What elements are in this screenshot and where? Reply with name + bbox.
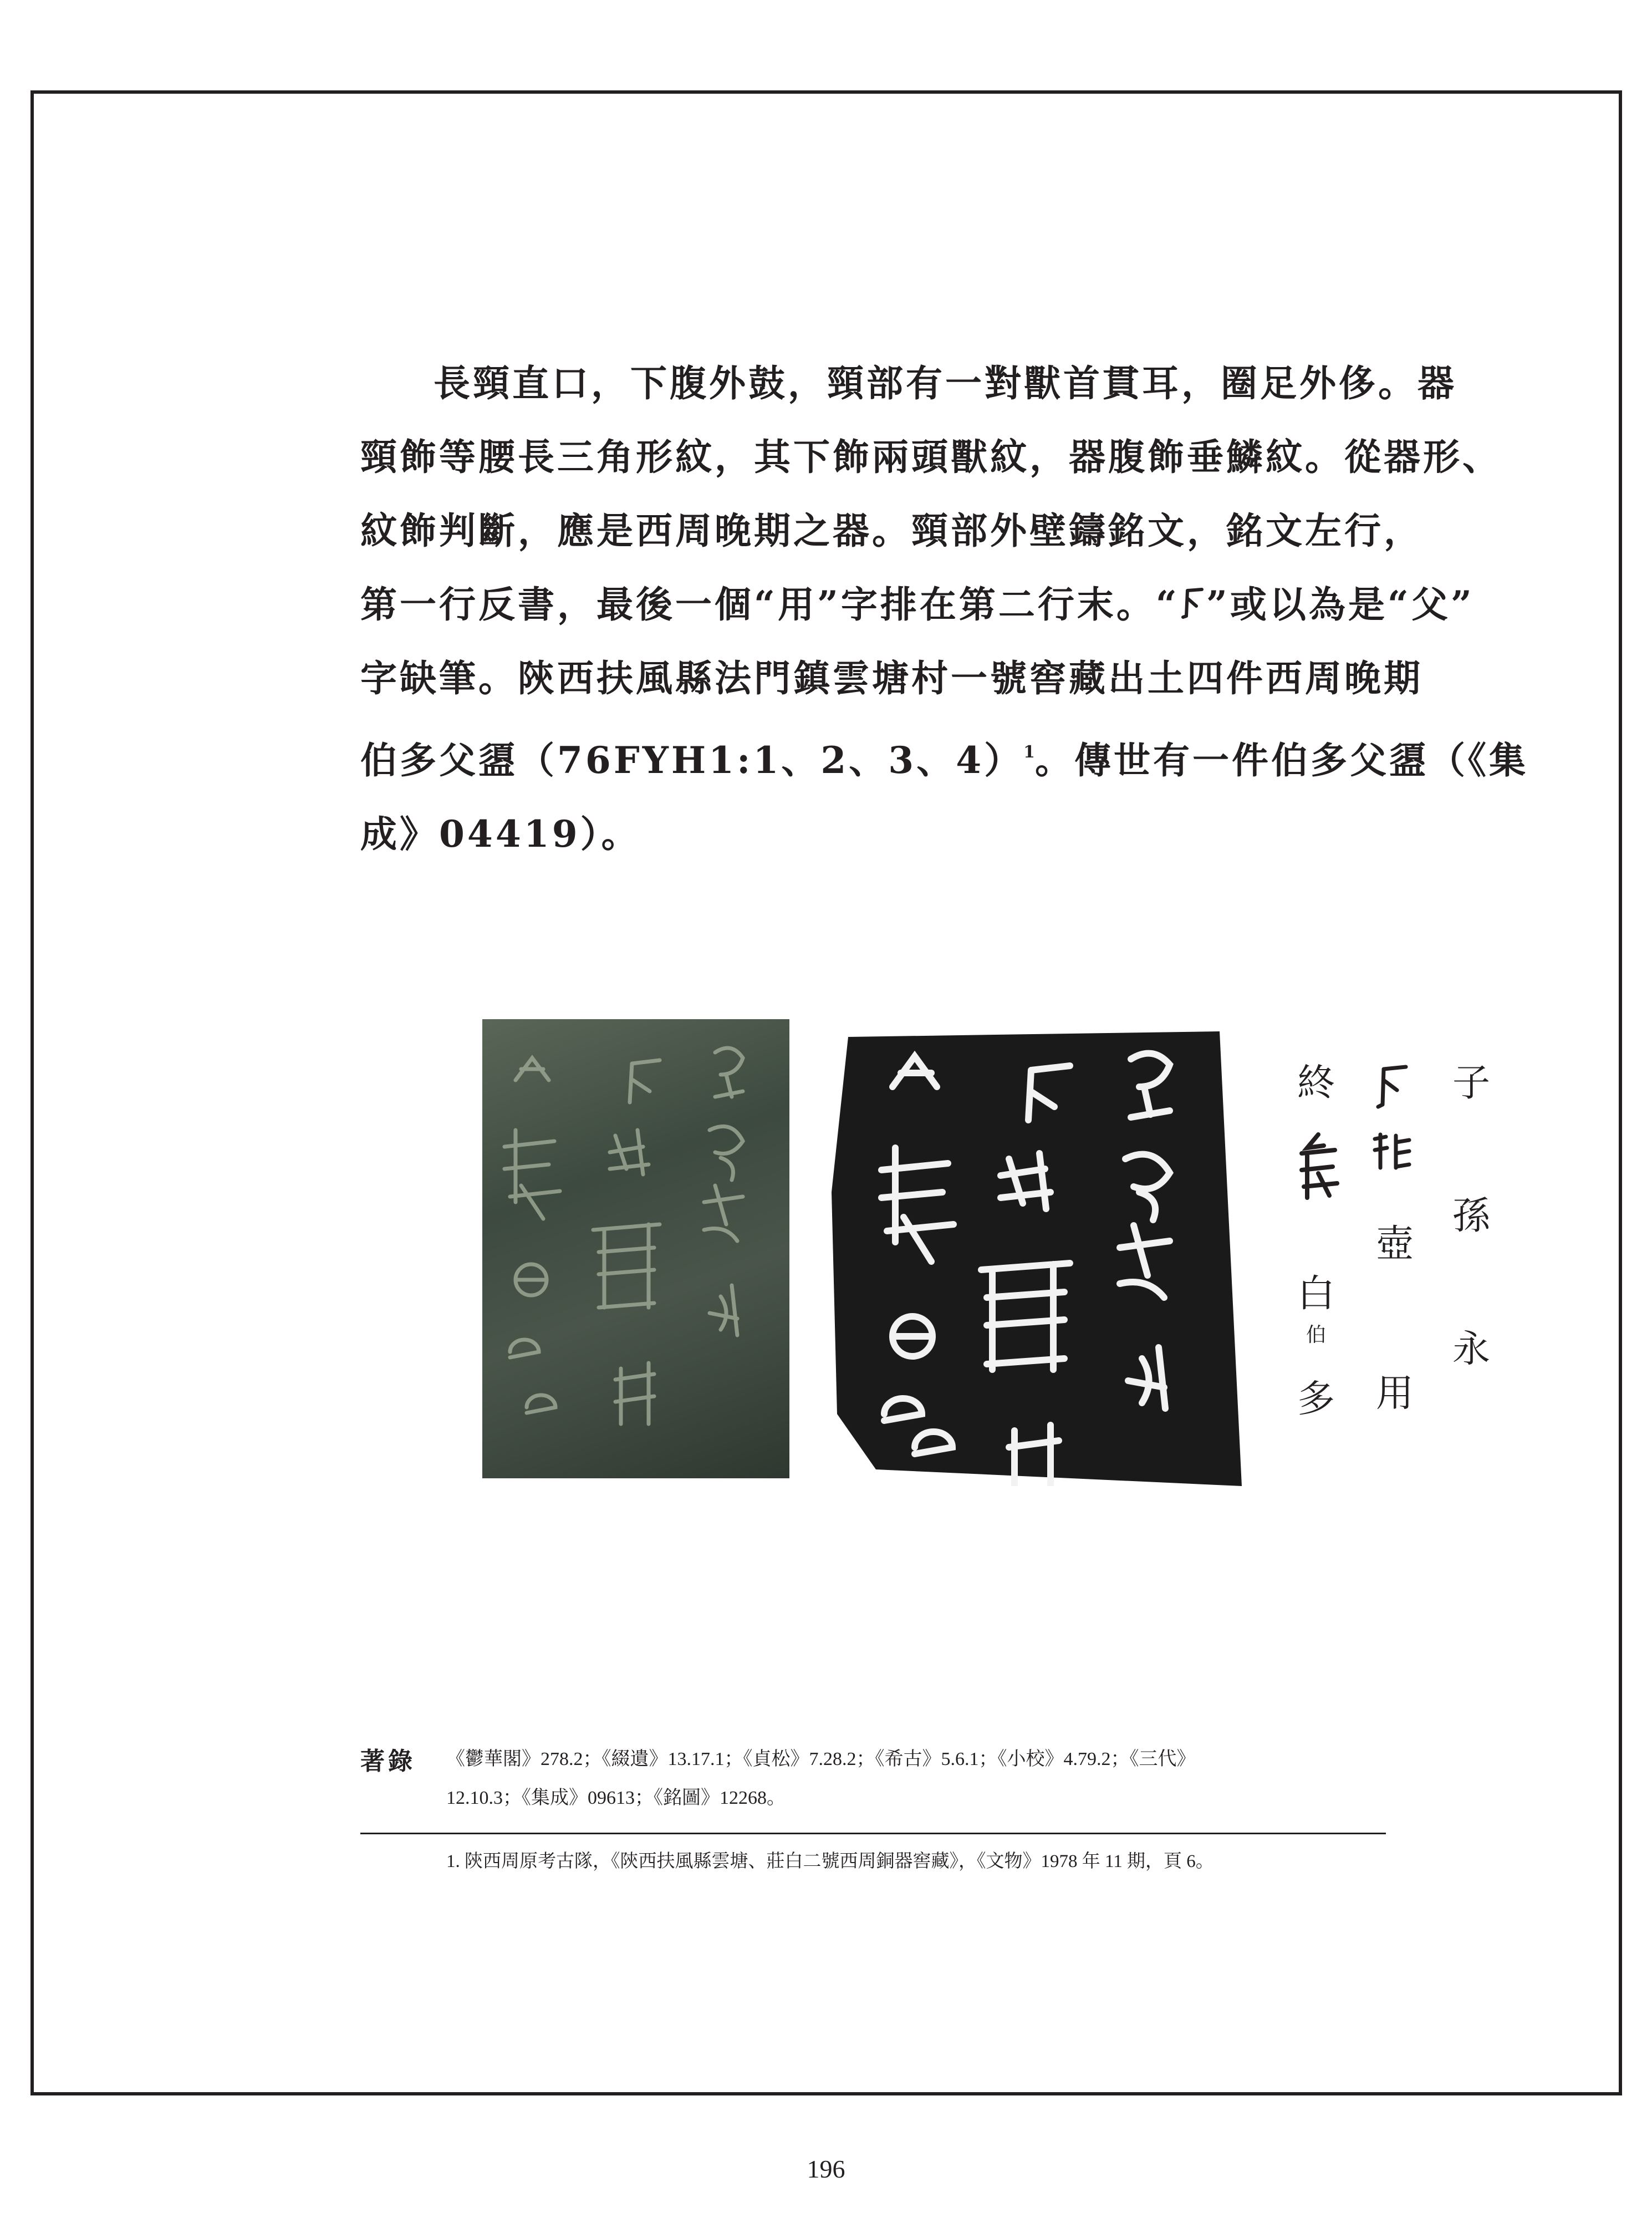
transcription-char: 用: [1376, 1372, 1414, 1416]
body-line: 頸飾等腰長三角形紋，其下飾兩頭獸紋，器腹飾垂鱗紋。從器形、: [360, 435, 1502, 479]
ancient-glyph-icon: [1369, 1131, 1414, 1170]
transcription-char: 孫: [1452, 1194, 1491, 1238]
body-paragraph: [360, 347, 1529, 871]
body-text-span: 第一行反書，最後一個“用”字排在第二行末。“: [360, 583, 1180, 626]
transcription-char: 白: [1297, 1272, 1335, 1316]
body-line: 長頸直口，下腹外鼓，頸部有一對獸首貫耳，圈足外侈。器: [434, 362, 1457, 405]
inscription-transcription: [1286, 1054, 1497, 1431]
ancient-glyph-icon: [1180, 587, 1206, 619]
ancient-glyph-icon: [1374, 1065, 1413, 1109]
body-line: 成》04419）。: [360, 812, 641, 856]
record-citations: [446, 1740, 1389, 1818]
body-text-span: 。傳世有一件伯多父盨（《集: [1035, 739, 1529, 782]
record-label: 著錄: [360, 1747, 416, 1776]
record-line: 12.10.3；《集成》09613；《銘圖》12268。: [446, 1788, 786, 1808]
body-text-span: ”或以為是“父”: [1206, 583, 1475, 626]
footnote-divider: [360, 1833, 1386, 1834]
transcription-char: 多: [1297, 1377, 1335, 1421]
transcription-char: 壺: [1376, 1222, 1414, 1266]
transcription-char: 子: [1452, 1061, 1491, 1105]
body-line: 紋飾判斷，應是西周晚期之器。頸部外壁鑄銘文，銘文左行，: [360, 509, 1423, 552]
footnote-marker: 1: [1023, 742, 1036, 762]
body-line: 字缺筆。陝西扶風縣法門鎮雲塘村一號窖藏出土四件西周晚期: [360, 657, 1423, 700]
body-line: [360, 568, 1475, 642]
footnote: 1. 陝西周原考古隊，《陝西扶風縣雲塘、莊白二號西周銅器窖藏》，《文物》1978 年 11 期，頁 6。: [446, 1851, 1214, 1871]
transcription-char: 終: [1297, 1061, 1335, 1105]
inscription-rubbing: [832, 1026, 1242, 1486]
page-number: 196: [807, 2155, 845, 2183]
body-text-span: 伯多父盨（76FYH1:1、2、3、4）: [360, 739, 1024, 782]
transcription-char: 伯: [1306, 1324, 1327, 1346]
transcription-char: 永: [1452, 1327, 1491, 1371]
body-line: [360, 715, 1529, 797]
record-line: 《鬱華閣》278.2；《綴遺》13.17.1；《貞松》7.28.2；《希古》5.6.1；《小校》4.79.2；《三代》: [446, 1749, 1196, 1769]
ancient-glyph-icon: [1296, 1131, 1340, 1203]
bronze-inscription-photo: [482, 1019, 789, 1478]
